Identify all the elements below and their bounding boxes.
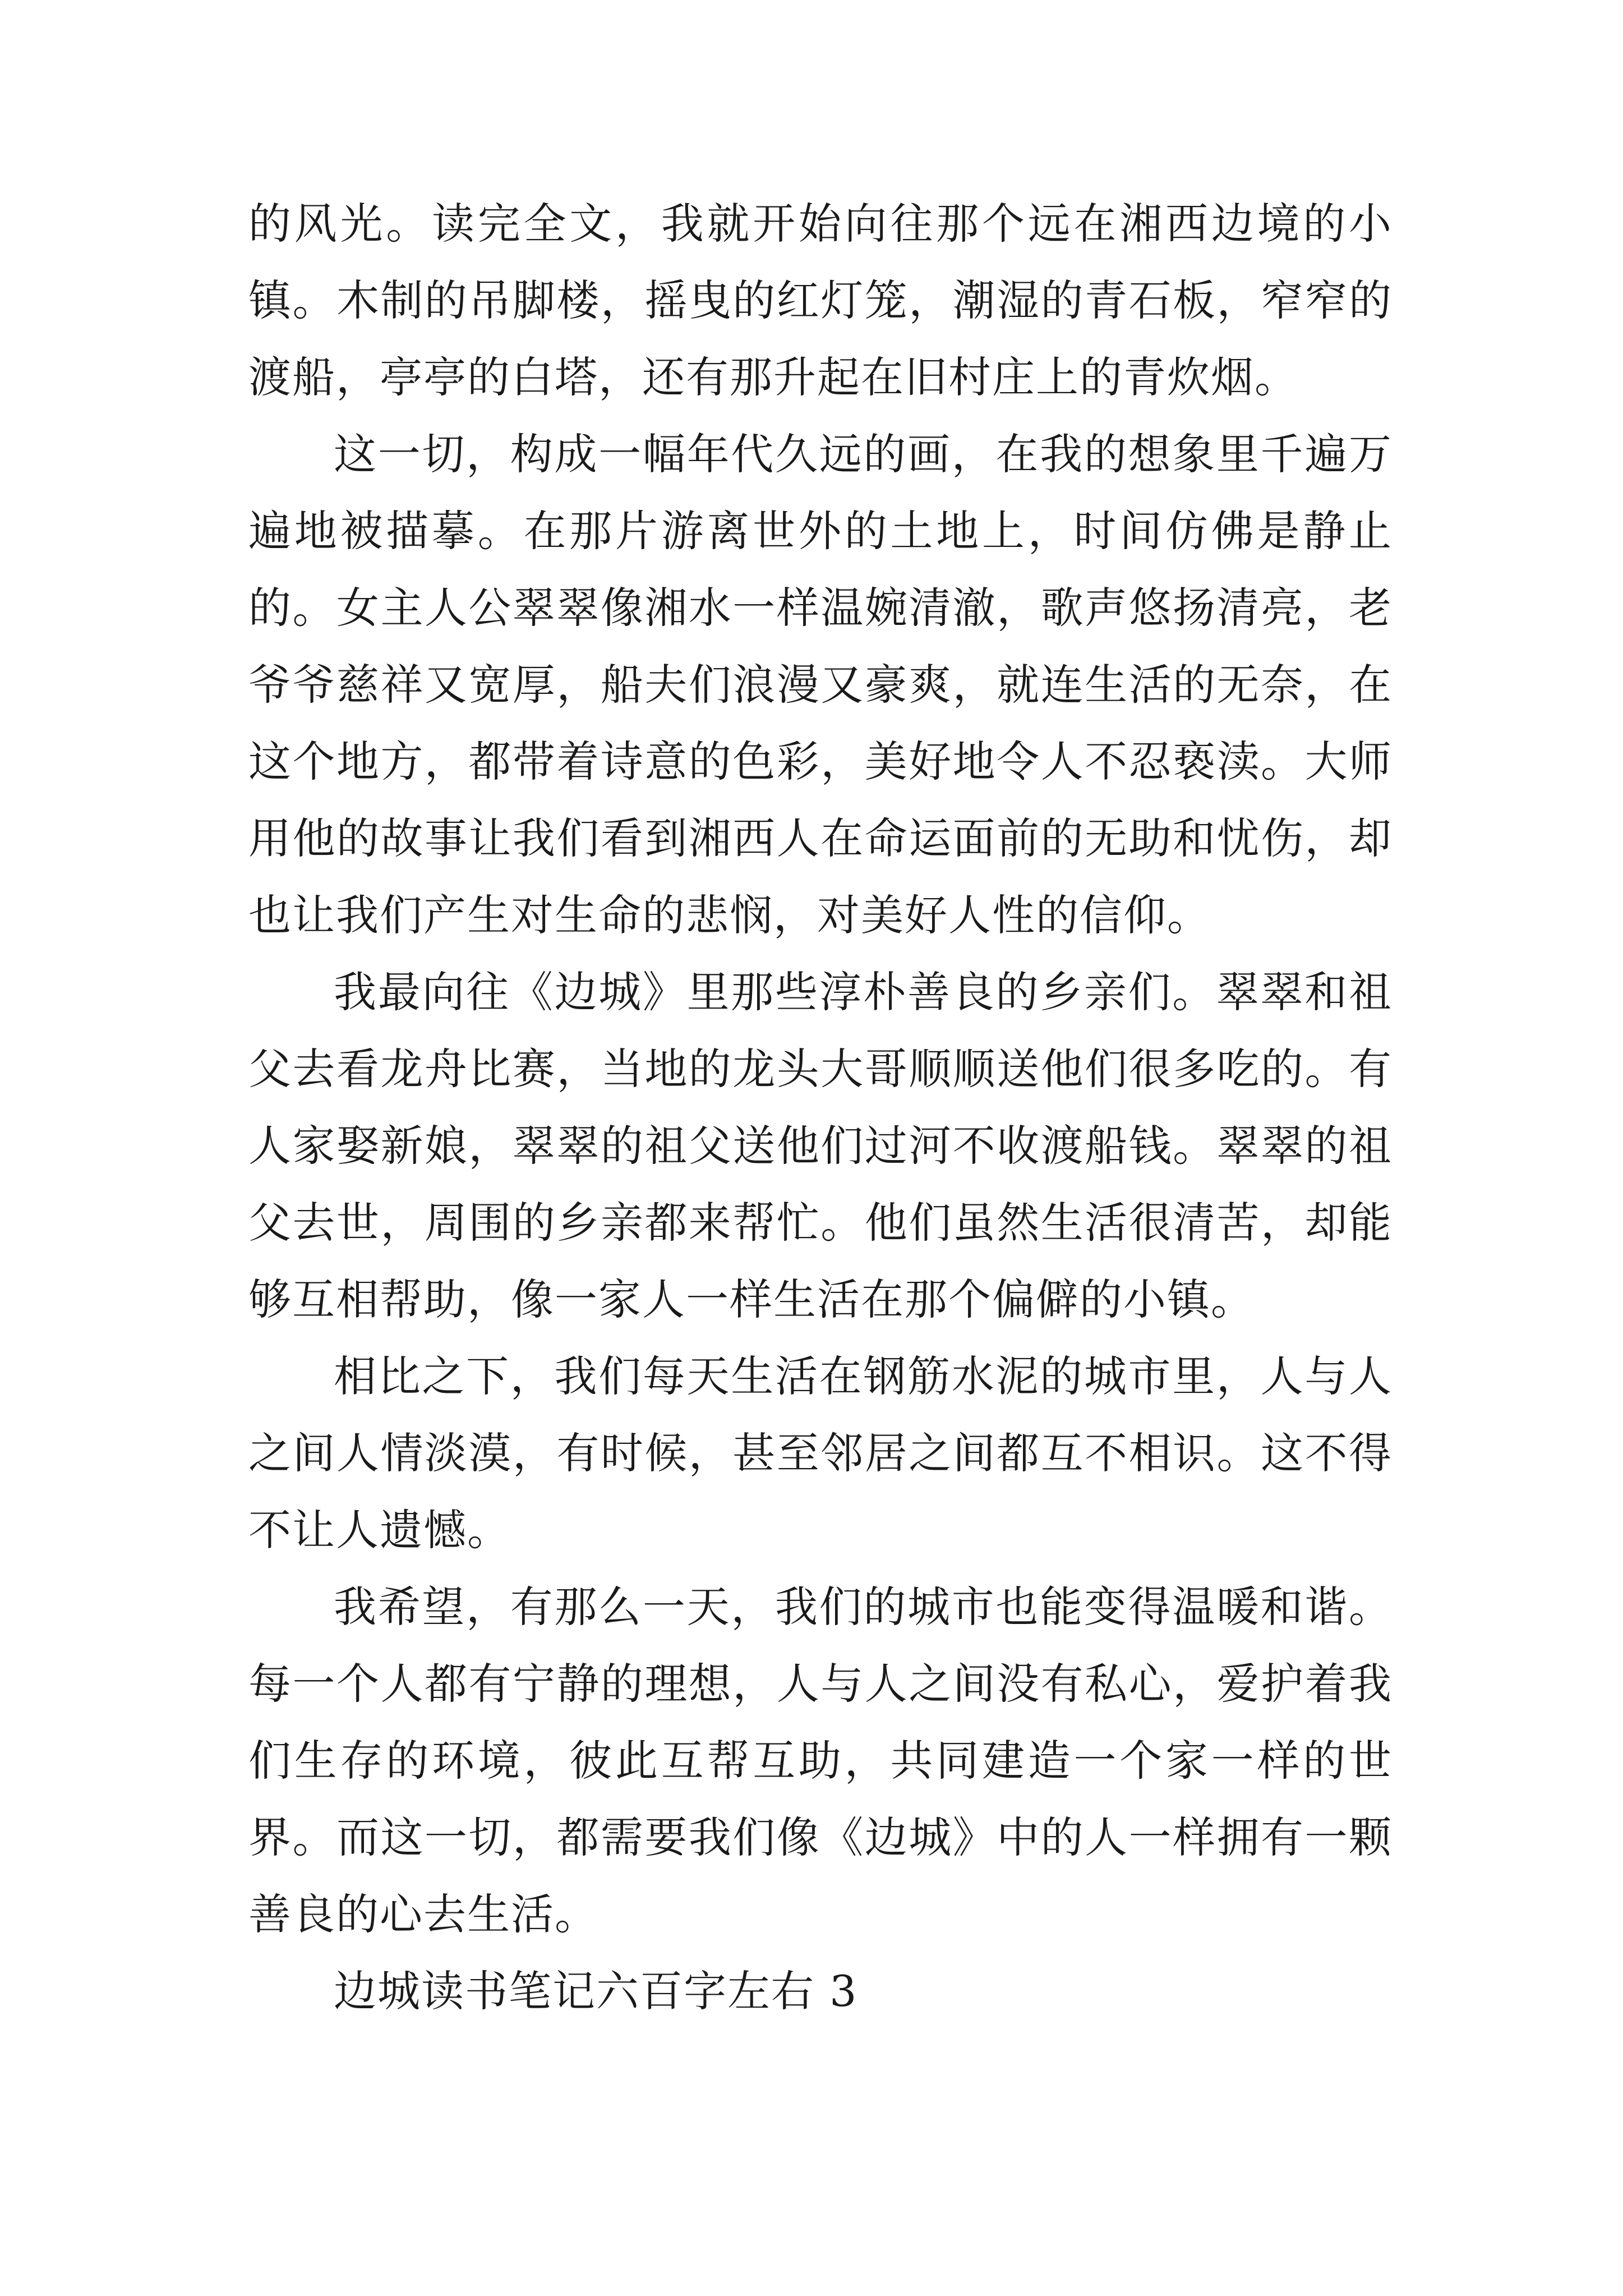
- paragraph-4: 相比之下，我们每天生活在钢筋水泥的城市里，人与人之间人情淡漠，有时候，甚至邻居之间都互不相识。这不得不让人遗憾。: [248, 1351, 1393, 1555]
- paragraph-3: 我最向往《边城》里那些淳朴善良的乡亲们。翠翠和祖父去看龙舟比赛，当地的龙头大哥顺顺送他们很多吃的。有人家娶新娘，翠翠的祖父送他们过河不收渡船钱。翠翠的祖父去世，周围的乡亲都来帮忙。他们虽然生活很清苦，却能够互相帮助，像一家人一样生活在那个偏僻的小镇。: [248, 967, 1393, 1324]
- document-body: [248, 185, 1393, 2030]
- paragraph-2: 这一切，构成一幅年代久远的画，在我的想象里千遍万遍地被描摹。在那片游离世外的土地上，时间仿佛是静止的。女主人公翠翠像湘水一样温婉清澈，歌声悠扬清亮，老爷爷慈祥又宽厚，船夫们浪漫又豪爽，就连生活的无奈，在这个地方，都带着诗意的色彩，美好地令人不忍亵渎。大师用他的故事让我们看到湘西人在命运面前的无助和忧伤，却也让我们产生对生命的悲悯，对美好人性的信仰。: [248, 429, 1393, 940]
- paragraph-1: 的风光。读完全文，我就开始向往那个远在湘西边境的小镇。木制的吊脚楼，摇曳的红灯笼，潮湿的青石板，窄窄的渡船，亭亭的白塔，还有那升起在旧村庄上的青炊烟。: [248, 199, 1393, 402]
- section-heading: 边城读书笔记六百字左右 3: [334, 1966, 858, 2016]
- paragraph-5: 我希望，有那么一天，我们的城市也能变得温暖和谐。每一个人都有宁静的理想，人与人之间没有私心，爱护着我们生存的环境，彼此互帮互助，共同建造一个家一样的世界。而这一切，都需要我们像《边城》中的人一样拥有一颗善良的心去生活。: [248, 1582, 1393, 1939]
